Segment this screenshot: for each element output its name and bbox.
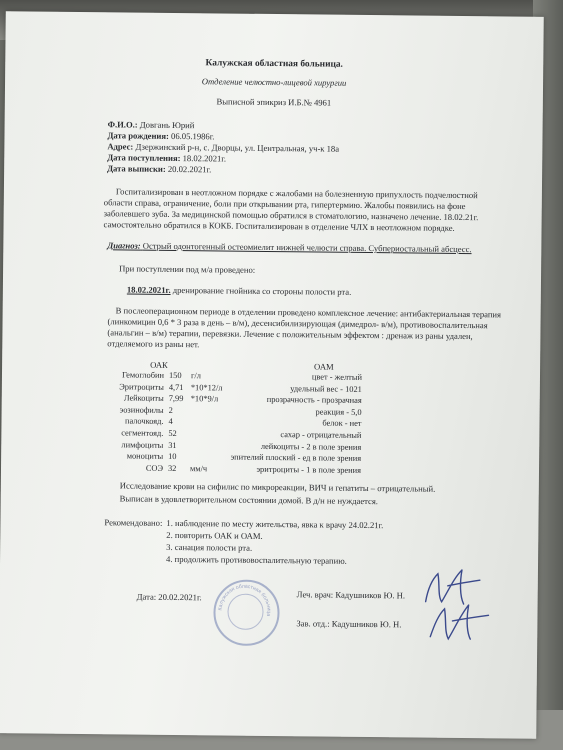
document-date: Дата: 20.02.2021г. bbox=[136, 591, 202, 603]
oak-param-name: Гемоглобин bbox=[121, 370, 165, 380]
oam-row: эритроциты - 1 в поле зрения bbox=[256, 464, 362, 475]
oam-row: цвет - желтый bbox=[311, 372, 363, 382]
oam-row: лейкоциты - 2 в поле зрения bbox=[260, 441, 362, 452]
patient-name: Довгань Юрий bbox=[139, 119, 195, 131]
oam-row: эпителий плоский - ед в поле зрения bbox=[230, 452, 362, 464]
head-signature bbox=[424, 599, 494, 648]
oam-title: ОАМ bbox=[314, 361, 334, 372]
dob-value: 06.05.1986г. bbox=[171, 130, 215, 142]
oak-param-value: 4,71 bbox=[168, 382, 184, 392]
discharge-date-line bbox=[107, 163, 211, 175]
history-line: самостоятельно обратился в КОКБ. Госпитализирован в отделение ЧЛХ в неотложном порядке. bbox=[103, 219, 455, 233]
oak-param-unit: г/л bbox=[190, 371, 201, 381]
oak-param-value: 52 bbox=[168, 428, 177, 439]
discharge-date-label: Дата выписки: bbox=[107, 163, 166, 174]
document-title: Выписной эпикриз И.Б.№ 4961 bbox=[216, 96, 332, 108]
oam-row: прозрачность - прозрачная bbox=[266, 395, 362, 406]
oam-row: реакция - 5,0 bbox=[315, 407, 362, 417]
patient-name-label: Ф.И.О.: bbox=[107, 119, 138, 130]
procedure-date: 18.02.2021г. bbox=[126, 284, 171, 295]
admission-date-label: Дата поступления: bbox=[107, 152, 181, 164]
oak-param-name: эозинофилы bbox=[119, 405, 164, 415]
diagnosis-text: Острый одонтогенный остеомиелит нижней челюсти справа. Субпериостальный абсцесс. bbox=[142, 240, 472, 255]
oak-param-value: 31 bbox=[168, 440, 177, 450]
oam-row: сахар - отрицательный bbox=[280, 430, 362, 440]
hospital-stamp bbox=[213, 579, 280, 646]
procedure-line bbox=[127, 284, 351, 297]
treatment-line: (анальгин – в/м) терапии, перевязки. Лечение с положительным эффектом : дренаж из раны удален, bbox=[107, 327, 473, 342]
attending-doctor-line: Леч. врач: Кадушников Ю. Н. bbox=[296, 589, 406, 601]
stamp-text: Калужская областная больница bbox=[217, 583, 272, 617]
address-label: Адрес: bbox=[107, 141, 134, 152]
diagnosis-line bbox=[107, 240, 471, 255]
oak-param-name: сегментояд. bbox=[121, 428, 164, 438]
oak-param-unit: *10*12/л bbox=[190, 382, 223, 393]
oak-param-name: Лейкоциты bbox=[123, 393, 164, 404]
patient-name-line bbox=[108, 119, 195, 131]
oak-param-name: моноциты bbox=[126, 451, 164, 462]
stamp-text-ring bbox=[213, 579, 276, 642]
history-line: Госпитализирован в неотложном порядке с жалобами на болезненную припухлость подчелюстной bbox=[115, 186, 478, 201]
history-line: заболевшего зуба. За медицинской помощью обратился в стоматологию, назначено лечение. 18.02.21г. bbox=[103, 208, 479, 223]
oak-title: ОАК bbox=[150, 359, 168, 370]
oak-param-value: 4 bbox=[168, 417, 173, 427]
treatment-line: отделяемого из раны нет. bbox=[107, 338, 200, 350]
treatment-line: В послеоперационном периоде в отделении проведено комплексное лечение: антибактериальная терапия bbox=[115, 305, 502, 320]
oak-param-name: СОЭ bbox=[145, 463, 164, 473]
discharge-document bbox=[0, 11, 544, 739]
oak-param-name: палочкояд. bbox=[124, 416, 164, 427]
oak-param-unit: *10*9/л bbox=[190, 394, 219, 404]
diagnosis-label: Диагноз: bbox=[107, 240, 141, 251]
hospital-name: Калужская областная больница. bbox=[205, 58, 343, 70]
svg-text:Калужская областная больница bbox=[217, 583, 271, 616]
oak-param-value: 32 bbox=[167, 463, 177, 473]
oak-param-value: 10 bbox=[168, 452, 177, 462]
dob-label: Дата рождения: bbox=[107, 130, 169, 141]
department-head-line: Зав. отд.: Кадушников Ю. Н. bbox=[296, 618, 402, 630]
oak-param-value: 150 bbox=[168, 370, 182, 381]
recommendations-label: Рекомендовано: bbox=[104, 517, 163, 528]
address-value: Дзержинский р-н, с. Дворцы, ул. Центральная, уч-к 18а bbox=[135, 141, 340, 154]
oak-param-name: лимфоциты bbox=[121, 440, 164, 450]
recommendation-item: 4. продолжить противовоспалительную терапию. bbox=[166, 553, 347, 566]
tests-line: Исследование крови на сифилис по микрореакции, ВИЧ и гепатиты – отрицательный. bbox=[119, 480, 436, 494]
treatment-line: (линкомицин 0,6 * 3 раза в день – в/м), десенсибилизирующая (димедрол- в/м), противовоспалительная bbox=[107, 316, 488, 331]
oam-row: удельный вес - 1021 bbox=[290, 383, 362, 394]
discharge-status-line: Выписан в удовлетворительном состоянии домой. В д/н не нуждается. bbox=[119, 493, 379, 507]
procedure-text: дренирование гнойника со стороны полости рта. bbox=[170, 284, 352, 297]
department-name: Отделение челюстно-лицевой хирургии bbox=[201, 76, 347, 88]
recommendation-item: 3. санация полости рта. bbox=[166, 541, 253, 553]
oak-param-unit: мм/ч bbox=[189, 463, 208, 474]
history-line: области справа, ограничение, боли при открывании рта, гипертермию. Жалобы появились на фоне bbox=[103, 197, 466, 212]
oam-row: белок - нет bbox=[322, 418, 362, 429]
recommendation-item: 1. наблюдение по месту жительства, явка к врачу 24.02.21г. bbox=[166, 517, 384, 531]
oak-param-value: 7,99 bbox=[168, 394, 184, 404]
admission-procedure-intro: При поступлении под м/а проведено: bbox=[119, 263, 256, 275]
recommendation-item: 2. повторить ОАК и ОАМ. bbox=[166, 529, 263, 541]
discharge-date-value: 20.02.2021г. bbox=[167, 163, 212, 175]
oak-param-name: Эритроциты bbox=[119, 382, 164, 392]
oak-param-value: 2 bbox=[168, 405, 173, 415]
admission-date-value: 18.02.2021г. bbox=[182, 153, 227, 164]
